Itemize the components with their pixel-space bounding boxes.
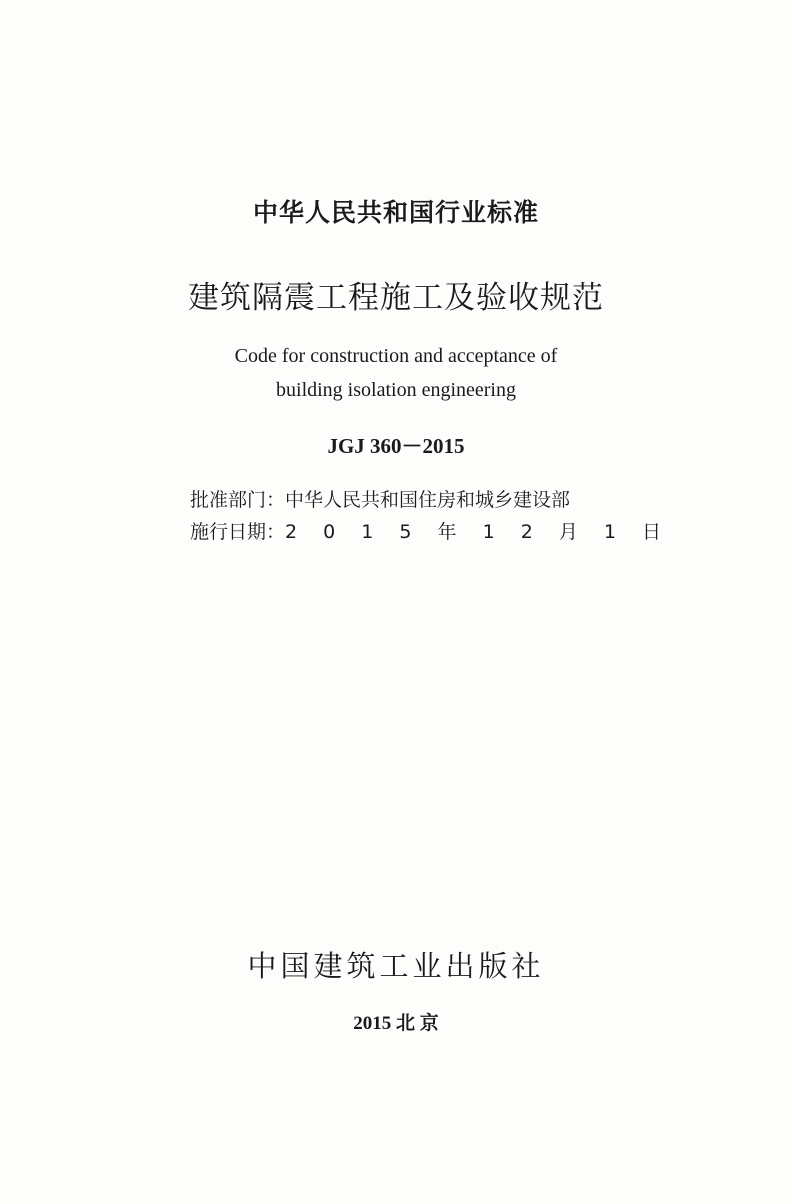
document-title-en-line2: building isolation engineering [276, 379, 516, 401]
approval-label: 批准部门： [190, 489, 286, 511]
document-title-en-line1: Code for construction and acceptance of [234, 345, 558, 367]
approval-department [190, 486, 570, 514]
document-title-cn: 建筑隔震工程施工及验收规范 [188, 280, 604, 316]
standard-code: JGJ 360－2015 [327, 434, 465, 458]
effective-date [190, 518, 671, 546]
standard-series: 中华人民共和国行业标准 [252, 198, 539, 227]
date-label: 施行日期： [190, 521, 286, 543]
date-value: 2 0 1 5 年 1 2 月 1 日 [285, 521, 671, 543]
publisher-name: 中国建筑工业出版社 [247, 949, 545, 983]
approval-value: 中华人民共和国住房和城乡建设部 [285, 489, 571, 511]
publication-place-year: 2015 北 京 [353, 1013, 439, 1034]
